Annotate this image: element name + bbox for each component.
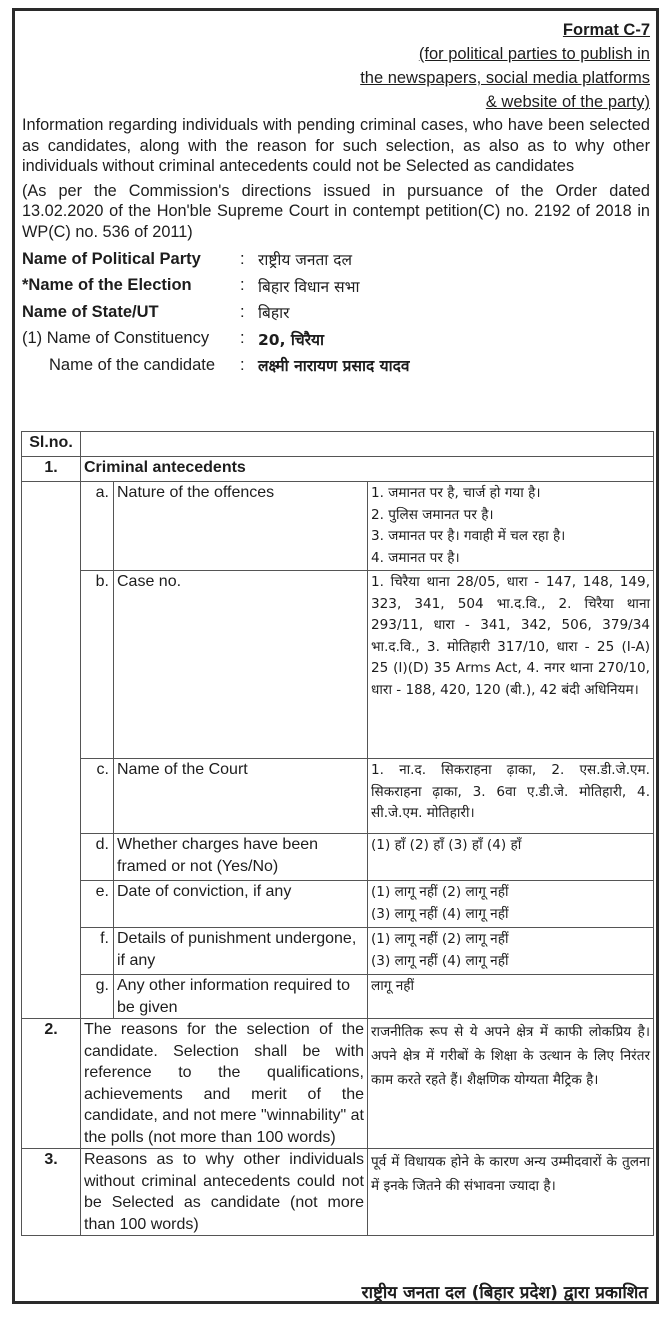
notice-content <box>22 11 650 379</box>
value-line: (3) लागू नहीं (4) लागू नहीं <box>371 952 509 969</box>
row-label: Name of the Court <box>114 759 368 834</box>
section-1-row <box>22 457 654 482</box>
row-letter: f. <box>81 928 114 975</box>
row-label: Nature of the offences <box>114 482 368 571</box>
section-2-row <box>22 1019 654 1149</box>
field-value: बिहार <box>258 304 290 323</box>
section-title: Criminal antecedents <box>81 457 654 482</box>
subtitle-line: (for political parties to publish in <box>418 45 650 63</box>
field-label: Name of the candidate <box>49 355 216 374</box>
field-constituency <box>22 326 650 353</box>
subtitle-line: the newspapers, social media platforms <box>360 69 650 87</box>
row-letter: a. <box>81 482 114 571</box>
field-colon: : <box>240 329 245 348</box>
row-label: Whether charges have been framed or not (Yes/No) <box>114 834 368 881</box>
header-blank-cell <box>81 432 654 457</box>
section-3-row <box>22 1149 654 1236</box>
offence-line: 1. जमानत पर है, चार्ज हो गया है। <box>371 485 541 501</box>
field-value: 20, चिरैया <box>258 330 325 349</box>
sl-no-header: Sl.no. <box>22 432 81 457</box>
section-value: राजनीतिक रूप से ये अपने क्षेत्र में काफी लोकप्रिय है। अपने क्षेत्र में गरीबों के शिक्षा के उत्थान के लिए निरंतर काम करते रहते हैं। शैक्षणिक योग्यता मैट्रिक है। <box>368 1019 654 1149</box>
row-label: Any other information required to be given <box>114 975 368 1019</box>
section-number: 2. <box>22 1019 81 1149</box>
field-label: Name of State/UT <box>22 302 159 321</box>
field-label: (1) Name of Constituency <box>22 329 210 348</box>
field-election <box>22 273 650 300</box>
table-row <box>22 759 654 834</box>
row-value <box>368 482 654 571</box>
field-colon: : <box>240 276 245 295</box>
disclosure-table <box>21 431 654 1236</box>
intro-paragraph: Information regarding individuals with pending criminal cases, who have been selected as candidates, along with the reason for such selection, as also as to why other individuals without criminal antecedents could not be Selected as candidates <box>22 116 650 175</box>
row-letter: c. <box>81 759 114 834</box>
sl-blank-cell <box>22 482 81 1019</box>
row-value <box>368 928 654 975</box>
row-label: Case no. <box>114 571 368 759</box>
details-list <box>22 246 650 379</box>
section-label: The reasons for the selection of the candidate. Selection shall be with reference to the qualifications, achievements and merit of the candidate, and not mere "winnability" at the polls (not more than 100 words) <box>81 1019 368 1149</box>
directions-paragraph: (As per the Commission's directions issued in pursuance of the Order dated 13.02.2020 of the Hon'ble Supreme Court in contempt petition(C) no. 2192 of 2018 in WP(C) no. 536 of 2011) <box>22 181 650 241</box>
row-letter: e. <box>81 881 114 928</box>
table-row <box>22 834 654 881</box>
field-label: Name of Political Party <box>22 249 201 268</box>
section-value: पूर्व में विधायक होने के कारण अन्य उम्मीदवारों के तुलना में इनके जितने की संभावना ज्यादा है। <box>368 1149 654 1236</box>
table-row <box>22 881 654 928</box>
field-value: लक्ष्मी नारायण प्रसाद यादव <box>258 357 410 376</box>
field-value: बिहार विधान सभा <box>258 277 360 296</box>
publisher-footer: राष्ट्रीय जनता दल (बिहार प्रदेश) द्वारा प्रकाशित <box>361 1283 648 1303</box>
row-value: (1) हाँ (2) हाँ (3) हाँ (4) हाँ <box>368 834 654 881</box>
field-label: *Name of the Election <box>22 276 192 295</box>
row-letter: d. <box>81 834 114 881</box>
section-label: Reasons as to why other individuals without criminal antecedents could not be Selected as candidate (not more than 100 words) <box>81 1149 368 1236</box>
table-row <box>22 482 654 571</box>
field-colon: : <box>240 302 245 321</box>
field-colon: : <box>240 249 245 268</box>
row-value: 1. ना.द. सिकराहना ढ़ाका, 2. एस.डी.जे.एम. सिकराहना ढ़ाका, 3. 6वा ए.डी.जे. मोतिहारी, 4. सी.जे.एम. मोतिहारी। <box>368 759 654 834</box>
section-number: 1. <box>22 457 81 482</box>
offence-line: 3. जमानत पर है। गवाही में चल रहा है। <box>371 528 566 544</box>
field-value: राष्ट्रीय जनता दल <box>258 251 352 270</box>
offence-line: 2. पुलिस जमानत पर है। <box>371 506 494 523</box>
row-value <box>368 881 654 928</box>
row-label: Details of punishment undergone, if any <box>114 928 368 975</box>
row-letter: b. <box>81 571 114 759</box>
notice-frame <box>12 8 659 1304</box>
field-colon: : <box>240 355 245 374</box>
row-value: 1. चिरैया थाना 28/05, धारा - 147, 148, 149, 323, 341, 504 भा.द.वि., 2. चिरैया थाना 293/11, धारा - 341, 342, 506, 379/34 भा.द.वि., 3. मोतिहारी 317/10, धारा - 25 (I-A) 25 (I)(D) 35 Arms Act, 4. नगर थाना 270/10, धारा - 188, 420, 120 (बी.), 42 बंदी अधिनियम। <box>368 571 654 759</box>
table-row <box>22 571 654 759</box>
table-row <box>22 975 654 1019</box>
format-heading: Format C-7 <box>562 21 650 39</box>
field-state <box>22 299 650 326</box>
section-number: 3. <box>22 1149 81 1236</box>
value-line: (1) लागू नहीं (2) लागू नहीं <box>371 931 509 947</box>
field-candidate <box>22 352 650 379</box>
offence-line: 4. जमानत पर है। <box>371 549 460 566</box>
row-letter: g. <box>81 975 114 1019</box>
value-line: (3) लागू नहीं (4) लागू नहीं <box>371 905 509 922</box>
field-party <box>22 246 650 273</box>
row-label: Date of conviction, if any <box>114 881 368 928</box>
table-row <box>22 928 654 975</box>
table-header-row <box>22 432 654 457</box>
value-line: (1) लागू नहीं (2) लागू नहीं <box>371 884 509 900</box>
row-value: लागू नहीं <box>368 975 654 1019</box>
subtitle-line: & website of the party) <box>485 93 650 111</box>
